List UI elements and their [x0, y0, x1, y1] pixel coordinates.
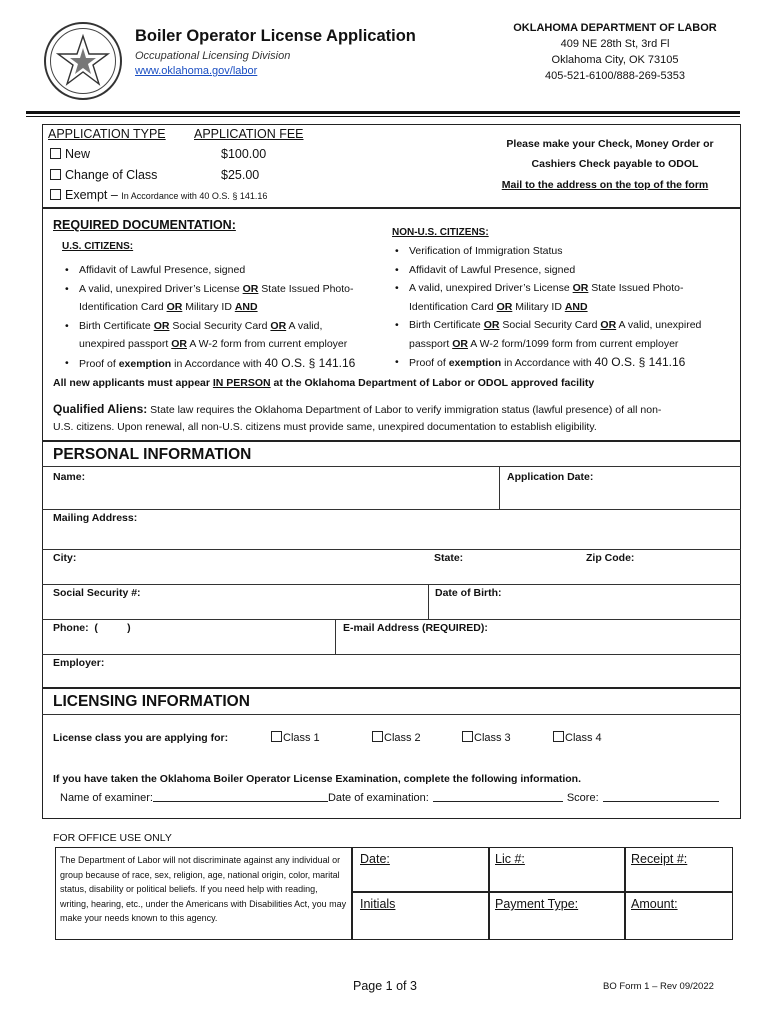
office-divider-1 — [351, 847, 353, 940]
ssn-label: Social Security #: — [53, 587, 141, 599]
class-4-checkbox[interactable] — [553, 731, 564, 742]
dob-label: Date of Birth: — [435, 587, 502, 599]
list-item: • Proof of exemption in Accordance with 40 O.S. § 141.16 — [79, 354, 389, 374]
non-discrimination-notice: The Department of Labor will not discriminate against any individual or group because of race, sex, religion, age, national origin, color, marital status, disability or political beliefs. If you need help with reading, writing, hearing, etc., under the Americans with Disabilities Act, you may make your needs known to this agency. — [60, 855, 347, 923]
us-citizens-list — [79, 261, 389, 373]
list-item: • Affidavit of Lawful Presence, signed — [79, 261, 389, 280]
divider-personal — [42, 687, 741, 689]
office-initials-label: Initials — [360, 897, 396, 911]
employer-field[interactable] — [52, 656, 739, 686]
divider-pi-3 — [42, 584, 741, 585]
exam-prompt: If you have taken the Oklahoma Boiler Operator License Examination, complete the following information. — [53, 773, 582, 785]
class-1-label: Class 1 — [283, 732, 320, 744]
list-item-cont: Identification Card OR Military ID AND — [79, 301, 258, 313]
form-title: Boiler Operator License Application — [135, 27, 416, 45]
divider-pi-head — [42, 466, 741, 467]
option-exempt[interactable] — [50, 188, 267, 202]
name-date-separator — [499, 466, 500, 509]
option-change-class[interactable] — [50, 168, 157, 182]
address-line-2: Oklahoma City, OK 73105 — [551, 54, 679, 66]
change-class-checkbox[interactable] — [50, 169, 61, 180]
in-person-notice: All new applicants must appear IN PERSON at the Oklahoma Department of Labor or ODOL approved facility — [53, 377, 595, 389]
seal-star-icon — [52, 30, 114, 92]
class-3-label: Class 3 — [474, 732, 511, 744]
divider-application — [42, 207, 741, 209]
header-divider — [26, 111, 740, 114]
class-1-option[interactable] — [271, 731, 320, 744]
address-line-1: 409 NE 28th St, 3rd Fl — [560, 38, 670, 50]
licensing-info-heading: LICENSING INFORMATION — [53, 693, 250, 710]
website-link[interactable]: www.oklahoma.gov/labor — [135, 65, 258, 77]
fee-new: $100.00 — [221, 147, 267, 161]
divider-documentation — [42, 440, 741, 442]
office-divider-3 — [624, 847, 626, 940]
email-label: E-mail Address (REQUIRED): — [343, 622, 488, 634]
application-date-label: Application Date: — [507, 471, 594, 483]
list-item: • Birth Certificate OR Social Security Card OR A valid, unexpired — [409, 316, 739, 335]
department-address-block — [470, 20, 760, 84]
divider-pi-5 — [42, 654, 741, 655]
department-name: OKLAHOMA DEPARTMENT OF LABOR — [513, 22, 717, 34]
phone-numbers: 405-521-6100/888-269-5353 — [544, 70, 686, 82]
payment-instructions-2: Cashiers Check payable to ODOL — [531, 158, 699, 170]
list-item: • Affidavit of Lawful Presence, signed — [409, 261, 739, 280]
divider-lic-head — [42, 714, 741, 715]
header-divider-thin — [26, 116, 740, 117]
phone-field[interactable] — [52, 621, 333, 653]
divider-pi-1 — [42, 509, 741, 510]
us-citizens-heading: U.S. CITIZENS: — [62, 241, 134, 252]
score-field[interactable] — [603, 791, 719, 802]
city-label: City: — [53, 552, 77, 564]
zip-code-label: Zip Code: — [586, 552, 635, 564]
class-4-option[interactable] — [553, 731, 602, 744]
list-item: • Proof of exemption in Accordance with 40 O.S. § 141.16 — [409, 353, 739, 373]
ssn-field[interactable] — [52, 586, 426, 618]
office-divider-2 — [488, 847, 490, 940]
personal-info-heading: PERSONAL INFORMATION — [53, 446, 252, 463]
mailing-address-field[interactable] — [52, 511, 739, 549]
page-number: Page 1 of 3 — [353, 979, 417, 993]
option-change-class-label: Change of Class — [65, 168, 158, 182]
class-4-label: Class 4 — [565, 732, 602, 744]
list-item-cont: unexpired passport OR A W-2 form from current employer — [79, 338, 348, 350]
class-3-option[interactable] — [462, 731, 511, 744]
application-type-heading: APPLICATION TYPE — [48, 127, 166, 141]
office-payment-type-label: Payment Type: — [495, 897, 579, 911]
payment-instructions-3: Mail to the address on the top of the form — [501, 179, 709, 191]
option-new-label: New — [65, 147, 91, 161]
class-1-checkbox[interactable] — [271, 731, 282, 742]
new-checkbox[interactable] — [50, 148, 61, 159]
office-receipt-label: Receipt #: — [631, 852, 688, 866]
name-label: Name: — [53, 471, 86, 483]
divider-pi-2 — [42, 549, 741, 550]
phone-email-separator — [335, 619, 336, 654]
score-label: Score: — [566, 792, 599, 804]
list-item-cont: passport OR A W-2 form/1099 form from current employer — [409, 337, 679, 350]
email-field[interactable] — [337, 621, 739, 653]
license-class-prompt: License class you are applying for: — [53, 732, 229, 744]
qualified-aliens-notice: Qualified Aliens: State law requires the Oklahoma Department of Labor to verify immigration status (lawful presence) of all non- U.S. citizens. Upon renewal, all non-U.S. citizens must provide same, unexpired documentation to establish eligibility. — [53, 402, 662, 433]
class-2-option[interactable] — [372, 731, 421, 744]
exam-date-label: Date of examination: — [327, 792, 429, 804]
division-name: Occupational Licensing Division — [135, 50, 291, 62]
exempt-checkbox[interactable] — [50, 189, 61, 200]
city-state-zip-field[interactable] — [52, 551, 739, 584]
office-amount-label: Amount: — [631, 897, 678, 911]
divider-pi-4 — [42, 619, 741, 620]
state-label: State: — [434, 552, 464, 564]
mailing-address-label: Mailing Address: — [53, 512, 138, 524]
name-field[interactable] — [52, 468, 497, 508]
examiner-label: Name of examiner: — [60, 792, 153, 804]
class-2-checkbox[interactable] — [372, 731, 383, 742]
phone-label: Phone: ( ) — [53, 622, 131, 634]
option-new[interactable] — [50, 147, 90, 161]
payment-instructions-1: Please make your Check, Money Order or — [506, 138, 714, 150]
class-3-checkbox[interactable] — [462, 731, 473, 742]
option-exempt-label: Exempt – — [65, 188, 118, 202]
office-use-heading: FOR OFFICE USE ONLY — [53, 832, 172, 844]
list-item-cont: Identification Card OR Military ID AND — [409, 300, 588, 313]
list-item: • Birth Certificate OR Social Security Card OR A valid, — [79, 317, 389, 336]
list-item: • Verification of Immigration Status — [409, 242, 739, 261]
form-revision: BO Form 1 – Rev 09/2022 — [603, 981, 714, 992]
ssn-dob-separator — [428, 584, 429, 619]
application-date-field[interactable] — [501, 468, 739, 508]
examiner-field[interactable] — [153, 791, 328, 802]
office-date-label: Date: — [360, 852, 390, 866]
non-us-citizens-heading: NON-U.S. CITIZENS: — [392, 227, 489, 238]
list-item: • A valid, unexpired Driver’s License OR State Issued Photo- — [409, 279, 739, 298]
dob-field[interactable] — [430, 586, 739, 618]
exam-info-row — [60, 791, 719, 804]
exempt-note: In Accordance with 40 O.S. § 141.16 — [121, 191, 268, 201]
employer-label: Employer: — [53, 657, 105, 669]
required-docs-heading: REQUIRED DOCUMENTATION: — [53, 218, 236, 232]
exam-date-field[interactable] — [433, 791, 563, 802]
application-fee-heading: APPLICATION FEE — [194, 127, 304, 141]
office-lic-label: Lic #: — [495, 852, 525, 866]
list-item: • A valid, unexpired Driver’s License OR State Issued Photo- — [79, 280, 389, 299]
non-us-citizens-list — [409, 242, 739, 373]
class-2-label: Class 2 — [384, 732, 421, 744]
office-hdivider — [351, 891, 733, 893]
fee-change-class: $25.00 — [221, 168, 260, 182]
